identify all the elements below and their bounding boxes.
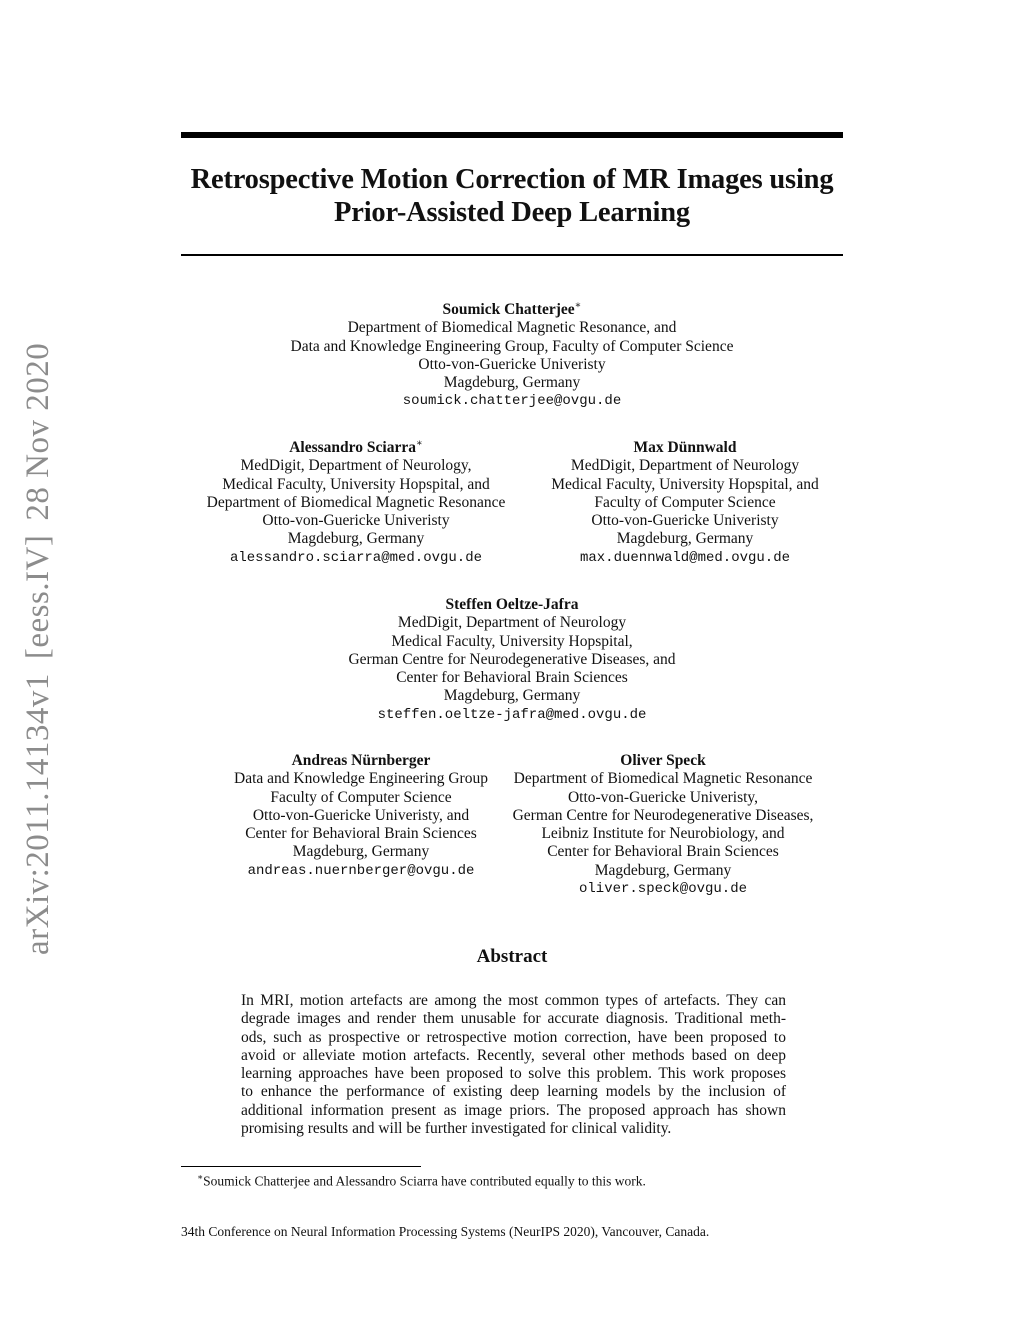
affiliation-line: Magdeburg, Germany bbox=[292, 843, 430, 861]
footnote bbox=[197, 1172, 646, 1190]
equal-contribution-mark: ∗ bbox=[415, 437, 423, 449]
affiliation-line: Otto-von-Guericke Univeristy bbox=[262, 512, 450, 530]
affiliation-line: MedDigit, Department of Neurology bbox=[397, 614, 627, 632]
title-bottom-rule bbox=[181, 254, 843, 256]
footnote-mark: ∗ bbox=[197, 1172, 204, 1182]
affiliation-line: German Centre for Neurodegenerative Diseases, and bbox=[348, 650, 676, 668]
author-name: Steffen Oeltze-Jafra bbox=[445, 596, 579, 613]
affiliation-line: Data and Knowledge Engineering Group bbox=[234, 770, 488, 788]
abstract-body bbox=[241, 992, 786, 1138]
affiliation-line: Center for Behavioral Brain Sciences bbox=[396, 669, 628, 687]
affiliation-line: Otto-von-Guericke Univeristy, and bbox=[252, 806, 470, 824]
abstract-line: learning approaches have been proposed to solve this problem. This work proposes bbox=[241, 1065, 786, 1083]
affiliation-line: Center for Behavioral Brain Sciences bbox=[245, 825, 477, 843]
author-email[interactable]: alessandro.sciarra@med.ovgu.de bbox=[229, 549, 483, 566]
affiliation-line: MedDigit, Department of Neurology bbox=[570, 457, 800, 475]
affiliation-line: Otto-von-Guericke Univeristy bbox=[418, 355, 606, 373]
author-block-oeltze-jafra bbox=[212, 596, 812, 724]
affiliation-line: Magdeburg, Germany bbox=[616, 530, 754, 548]
affiliation-line: Department of Biomedical Magnetic Resonance, and bbox=[347, 319, 677, 337]
equal-contribution-mark: ∗ bbox=[574, 299, 582, 311]
affiliation-line: Faculty of Computer Science bbox=[270, 788, 452, 806]
author-email[interactable]: andreas.nuernberger@ovgu.de bbox=[247, 862, 475, 879]
venue-line: 34th Conference on Neural Information Processing Systems (NeurIPS 2020), Vancouver, Canada. bbox=[181, 1224, 710, 1239]
title-line-1: Retrospective Motion Correction of MR Images using bbox=[190, 164, 834, 195]
affiliation-line: Center for Behavioral Brain Sciences bbox=[547, 843, 779, 861]
author-email[interactable]: soumick.chatterjee@ovgu.de bbox=[402, 393, 622, 410]
affiliation-line: Medical Faculty, University Hopspital, bbox=[391, 632, 633, 650]
affiliation-line: Magdeburg, Germany bbox=[443, 687, 581, 705]
arxiv-date: 28 Nov 2020 bbox=[20, 342, 56, 521]
footnote-text: Soumick Chatterjee and Alessandro Sciarra have contributed equally to this work. bbox=[203, 1173, 646, 1189]
abstract-line: to enhance the performance of existing deep learning models by the inclusion of bbox=[241, 1083, 786, 1101]
affiliation-line: Magdeburg, Germany bbox=[594, 861, 732, 879]
title-top-rule bbox=[181, 132, 843, 138]
affiliation-line: Magdeburg, Germany bbox=[443, 374, 581, 392]
affiliation-line: Otto-von-Guericke Univeristy, bbox=[567, 788, 759, 806]
affiliation-line: Medical Faculty, University Hopspital, and bbox=[222, 475, 490, 493]
affiliation-line: Medical Faculty, University Hopspital, and bbox=[551, 475, 819, 493]
abstract-line: promising results and will be further investigated for clinical validity. bbox=[241, 1120, 672, 1138]
affiliation-line: Leibniz Institute for Neurobiology, and bbox=[541, 825, 785, 843]
affiliation-line: Department of Biomedical Magnetic Resonance bbox=[206, 493, 506, 511]
title-line-2: Prior-Assisted Deep Learning bbox=[334, 197, 690, 228]
abstract-line: ods, such as prospective or retrospective motion correction, have been proposed to bbox=[241, 1028, 786, 1046]
author-name: Oliver Speck bbox=[620, 752, 706, 769]
affiliation-line: Magdeburg, Germany bbox=[287, 530, 425, 548]
affiliation-line: Department of Biomedical Magnetic Resonance bbox=[513, 770, 813, 788]
arxiv-category: [eess.IV] bbox=[20, 534, 56, 660]
affiliation-line: Faculty of Computer Science bbox=[594, 493, 776, 511]
author-email[interactable]: steffen.oeltze-jafra@med.ovgu.de bbox=[377, 706, 647, 723]
author-name: Soumick Chatterjee bbox=[442, 301, 575, 318]
affiliation-line: Otto-von-Guericke Univeristy bbox=[591, 512, 779, 530]
author-email[interactable]: oliver.speck@ovgu.de bbox=[578, 881, 748, 898]
abstract-heading: Abstract bbox=[476, 946, 548, 967]
author-email[interactable]: max.duennwald@med.ovgu.de bbox=[579, 549, 791, 566]
author-block-dunnwald bbox=[510, 439, 860, 567]
author-name: Max Dünnwald bbox=[633, 439, 737, 456]
arxiv-id[interactable]: arXiv:2011.14134v1 bbox=[20, 673, 56, 955]
abstract-line: additional information present as image priors. The proposed approach has shown bbox=[241, 1101, 786, 1119]
paper-title bbox=[150, 163, 874, 229]
author-block-speck bbox=[488, 752, 838, 898]
affiliation-line: MedDigit, Department of Neurology, bbox=[240, 457, 472, 475]
author-name: Alessandro Sciarra bbox=[289, 439, 416, 456]
author-name: Andreas Nürnberger bbox=[291, 752, 431, 769]
abstract-line: In MRI, motion artefacts are among the most common types of artefacts. They can bbox=[241, 992, 786, 1009]
affiliation-line: German Centre for Neurodegenerative Diseases, bbox=[512, 806, 814, 824]
footnote-rule bbox=[181, 1166, 421, 1167]
author-block-chatterjee bbox=[212, 301, 812, 411]
abstract-line: avoid or alleviate motion artefacts. Recently, several other methods based on deep bbox=[241, 1046, 786, 1064]
author-block-nurnberger bbox=[186, 752, 536, 880]
arxiv-sidebar-stamp bbox=[20, 343, 57, 955]
abstract-line: degrade images and render them unusable for accurate diagnosis. Traditional meth- bbox=[241, 1010, 786, 1028]
affiliation-line: Data and Knowledge Engineering Group, Faculty of Computer Science bbox=[290, 337, 734, 355]
author-block-sciarra bbox=[181, 439, 531, 567]
